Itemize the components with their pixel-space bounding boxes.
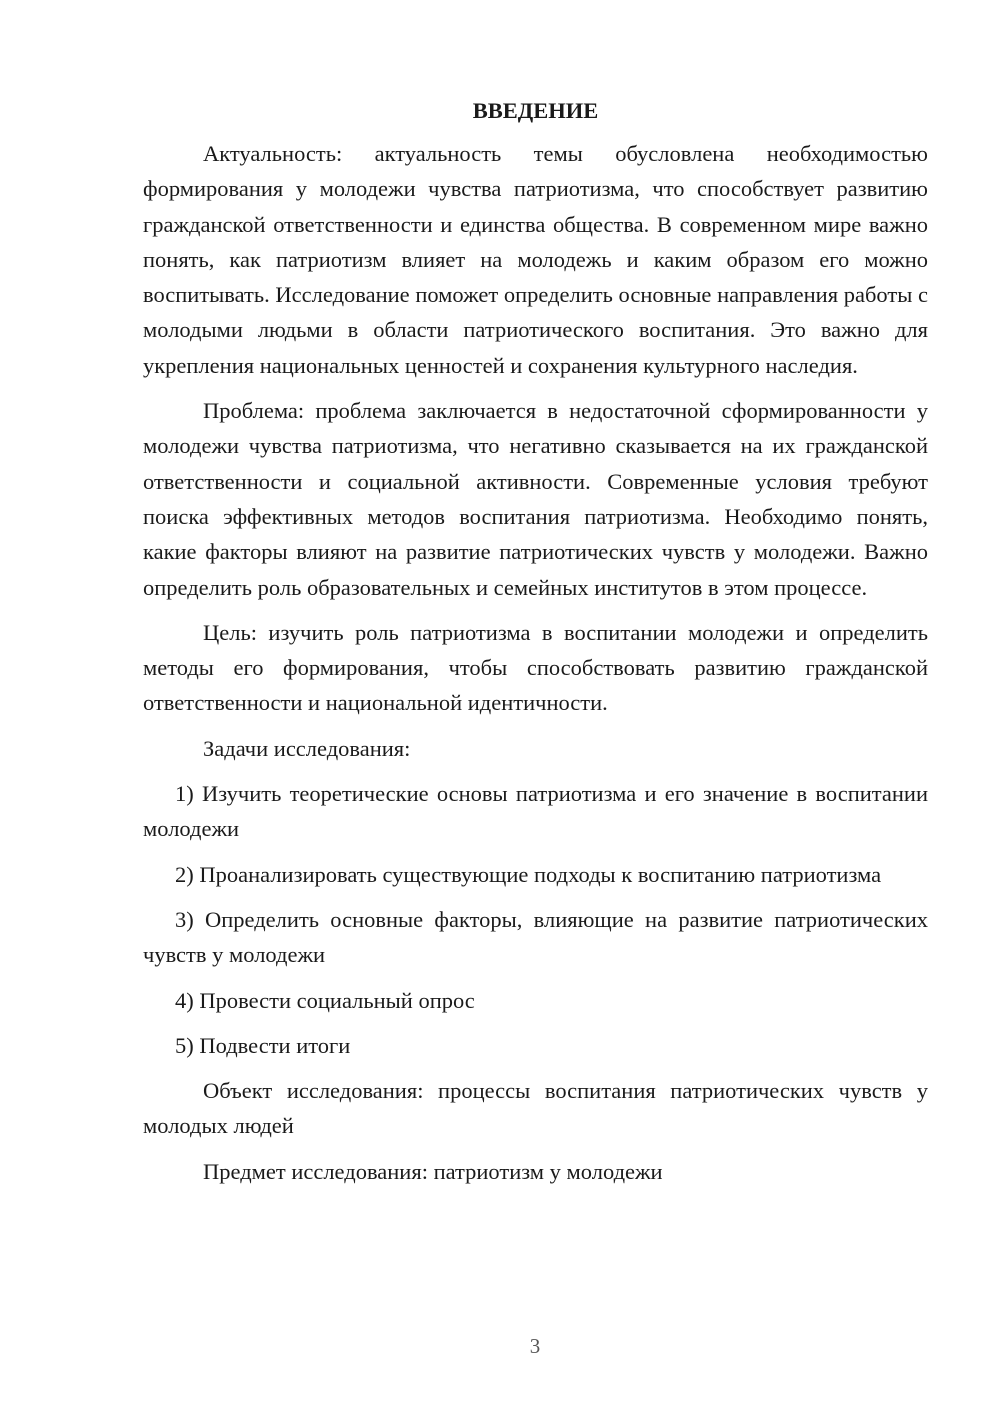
task-item: 4) Провести социальный опрос: [175, 987, 475, 1013]
task-item: 2) Проанализировать существующие подходы к воспитанию патриотизма: [175, 861, 882, 887]
task-item: 1) Изучить теоретические основы патриотизма и его значение в воспитании молодежи: [143, 781, 928, 842]
task-item: 5) Подвести итоги: [175, 1032, 351, 1058]
section-title: ВВЕДЕНИЕ: [472, 98, 599, 123]
page-number: 3: [529, 1334, 541, 1358]
goal-paragraph: Цель: изучить роль патриотизма в воспитании молодежи и определить методы его формирования, чтобы способствовать развитию гражданской ответственности и национальной идентичности.: [143, 619, 928, 716]
relevance-paragraph: Актуальность: актуальность темы обусловлена необходимостью формирования у молодежи чувства патриотизма, что способствует развитию гражданской ответственности и единства общества. В современном мире важно понять, как патриотизм влияет на молодежь и каким образом его можно воспитывать. Исследование поможет определить основные направления работы с молодыми людьми в области патриотического воспитания. Это важно для укрепления национальных ценностей и сохранения культурного наследия.: [143, 141, 928, 378]
task-item: 3) Определить основные факторы, влияющие на развитие патриотических чувств у молодежи: [143, 906, 928, 968]
subject-paragraph: Предмет исследования: патриотизм у молодежи: [203, 1158, 663, 1184]
problem-paragraph: Проблема: проблема заключается в недостаточной сформированности у молодежи чувства патриотизма, что негативно сказывается на их гражданской ответственности и социальной активности. Современные условия требуют поиска эффективных методов воспитания патриотизма. Необходимо понять, какие факторы влияют на развитие патриотических чувств у молодежи. Важно определить роль образовательных и семейных институтов в этом процессе.: [143, 398, 928, 600]
object-paragraph: Объект исследования: процессы воспитания патриотических чувств у молодых людей: [143, 1078, 928, 1139]
page-content: [143, 96, 928, 1199]
tasks-heading: Задачи исследования:: [203, 735, 411, 761]
